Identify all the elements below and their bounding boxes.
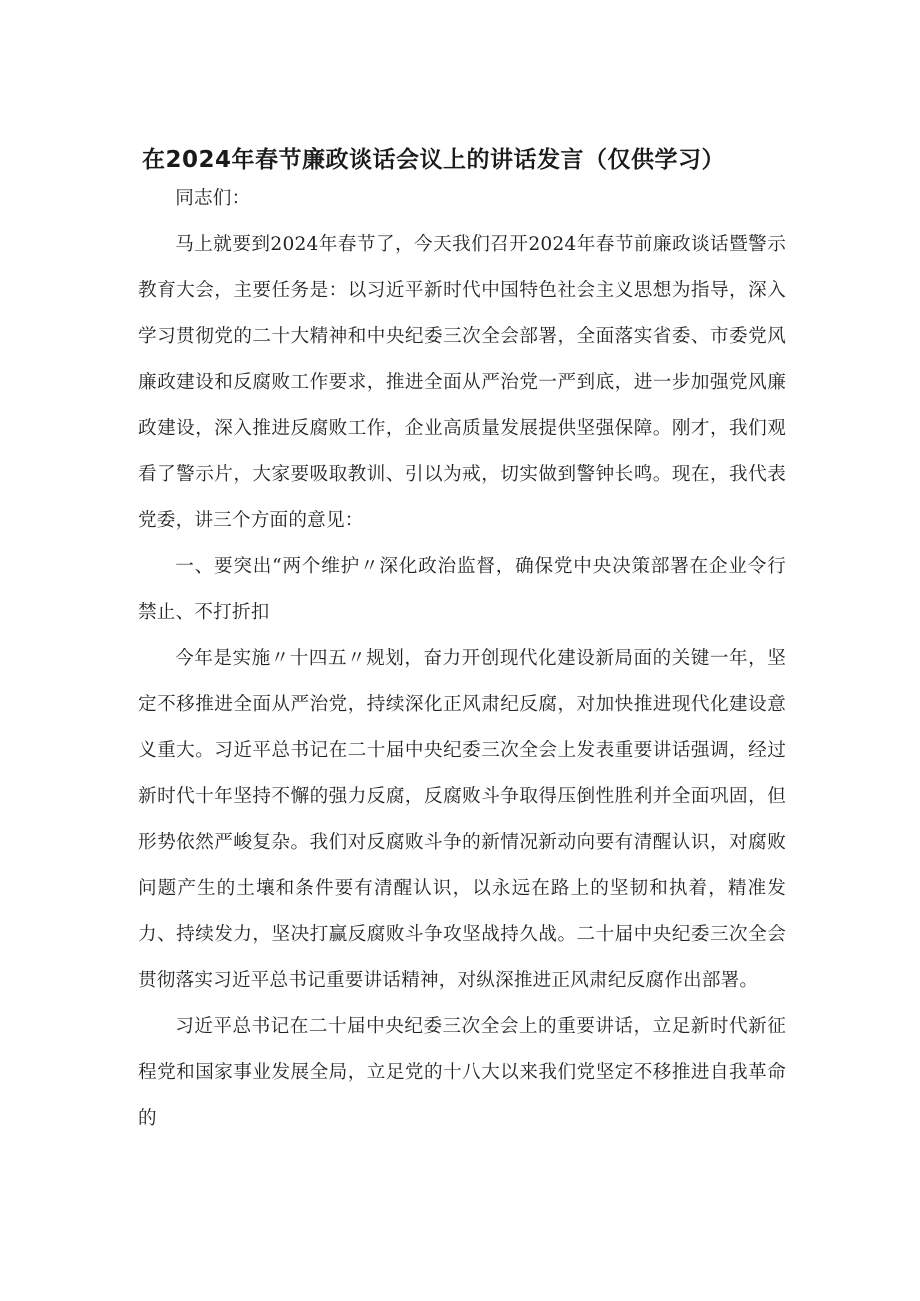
document-title: 在2024年春节廉政谈话会议上的讲话发言（仅供学习） [142,147,726,173]
section-heading-paragraph: 一、要突出“两个维护〃深化政治监督，确保党中央决策部署在企业令行禁止、不打折扣 [138,556,786,623]
body-paragraph: 马上就要到2024年春节了，今天我们召开2024年春节前廉政谈话暨警示教育大会，主要任务是：以习近平新时代中国特色社会主义思想为指导，深入学习贯彻党的二十大精神和中央纪委三次全会部署，全面落实省委、市委党风廉政建设和反腐败工作要求，推进全面从严治党一严到底，进一步加强党风廉政建设，深入推进反腐败工作，企业高质量发展提供坚强保障。刚才，我们观看了警示片，大家要吸取教训、引以为戒，切实做到警钟长鸣。现在，我代表党委，讲三个方面的意见： [138,234,786,531]
body-paragraph: 今年是实施〃十四五〃规划，奋力开创现代化建设新局面的关键一年，坚定不移推进全面从严治党，持续深化正风肃纪反腐，对加快推进现代化建设意义重大。习近平总书记在二十届中央纪委三次全会上发表重要讲话强调，经过新时代十年坚持不懈的强力反腐，反腐败斗争取得压倒性胜利并全面巩固，但形势依然严峻复杂。我们对反腐败斗争的新情况新动向要有清醒认识，对腐败问题产生的土壤和条件要有清醒认识，以永远在路上的坚韧和执着，精准发力、持续发力，坚决打赢反腐败斗争攻坚战持久战。二十届中央纪委三次全会贯彻落实习近平总书记重要讲话精神，对纵深推进正风肃纪反腐作出部署。 [138,648,786,991]
document-body [138,176,786,1142]
body-paragraph: 习近平总书记在二十届中央纪委三次全会上的重要讲话，立足新时代新征程党和国家事业发展全局，立足党的十八大以来我们党坚定不移推进自我革命的 [138,1016,786,1129]
salutation-paragraph: 同志们： [175,188,251,209]
